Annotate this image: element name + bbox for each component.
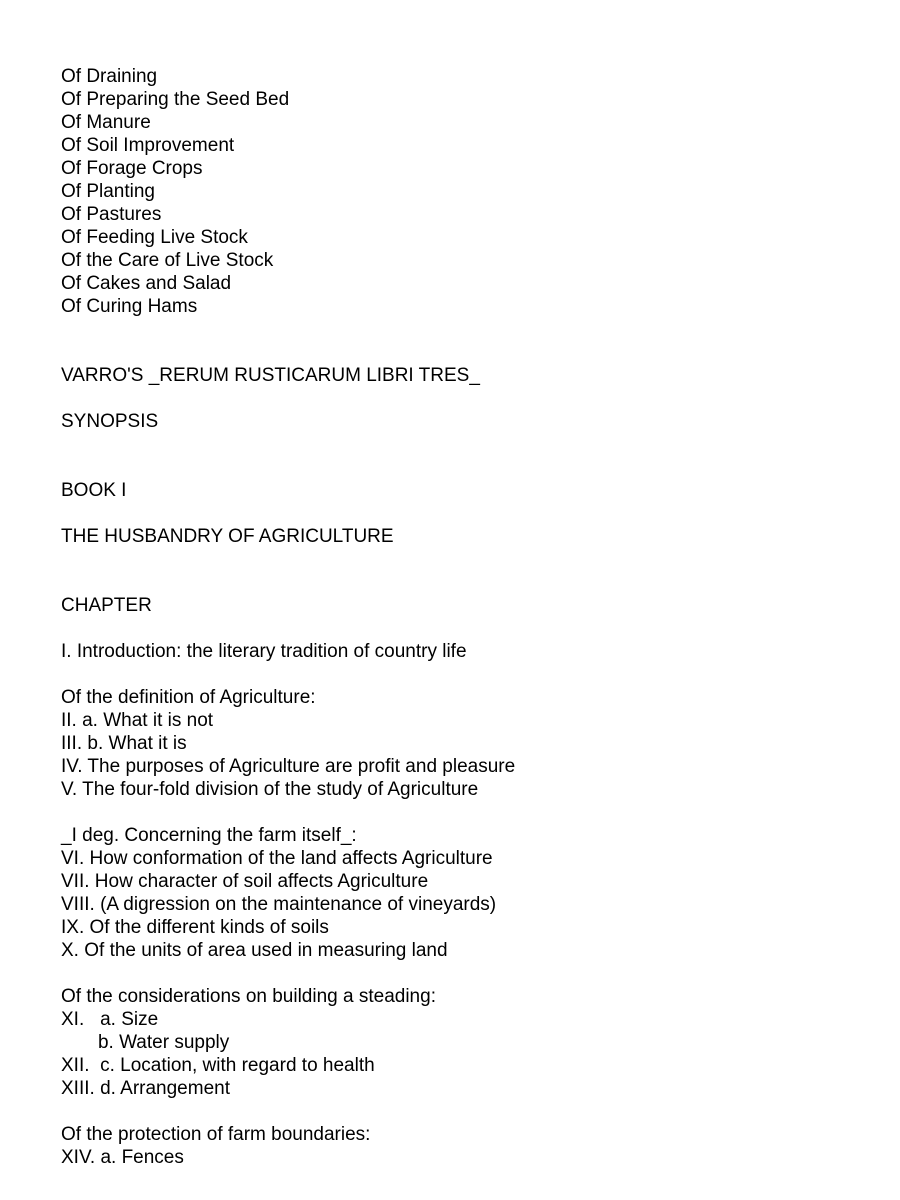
text-line: BOOK I [61, 480, 127, 501]
text-line: Of the definition of Agriculture: [61, 687, 316, 708]
text-line: XIV. a. Fences [61, 1147, 184, 1168]
blank-line [61, 1100, 515, 1123]
blank-line [61, 456, 515, 479]
text-line: XII. c. Location, with regard to health [61, 1055, 375, 1076]
blank-line [61, 571, 515, 594]
text-line: Of Feeding Live Stock [61, 227, 248, 248]
text-line: Of Manure [61, 112, 151, 133]
document-page [61, 65, 515, 1169]
text-line: VIII. (A digression on the maintenance of vineyards) [61, 894, 497, 915]
blank-line [61, 801, 515, 824]
text-line: b. Water supply [61, 1032, 230, 1053]
text-line: IV. The purposes of Agriculture are profit and pleasure [61, 756, 516, 777]
text-line: Of the Care of Live Stock [61, 250, 274, 271]
text-line: IX. Of the different kinds of soils [61, 917, 329, 938]
text-line: SYNOPSIS [61, 411, 159, 432]
blank-line [61, 663, 515, 686]
blank-line [61, 318, 515, 341]
text-line: Of Curing Hams [61, 296, 198, 317]
text-line: CHAPTER [61, 595, 152, 616]
text-line: Of Forage Crops [61, 158, 203, 179]
blank-line [61, 548, 515, 571]
blank-line [61, 341, 515, 364]
text-line: Of Preparing the Seed Bed [61, 89, 290, 110]
blank-line [61, 617, 515, 640]
text-line: III. b. What it is [61, 733, 187, 754]
text-line: Of the considerations on building a steading: [61, 986, 436, 1007]
text-line: XIII. d. Arrangement [61, 1078, 230, 1099]
text-line: Of Soil Improvement [61, 135, 235, 156]
text-line: V. The four-fold division of the study of Agriculture [61, 779, 479, 800]
text-line: Of the protection of farm boundaries: [61, 1124, 371, 1145]
blank-line [61, 962, 515, 985]
text-line: XI. a. Size [61, 1009, 159, 1030]
text-line: Of Pastures [61, 204, 162, 225]
text-line: VI. How conformation of the land affects Agriculture [61, 848, 493, 869]
blank-line [61, 387, 515, 410]
text-line: Of Planting [61, 181, 155, 202]
text-line: THE HUSBANDRY OF AGRICULTURE [61, 526, 394, 547]
text-line: Of Draining [61, 66, 158, 87]
blank-line [61, 502, 515, 525]
text-line: X. Of the units of area used in measuring land [61, 940, 448, 961]
text-line: VII. How character of soil affects Agriculture [61, 871, 429, 892]
text-line: VARRO'S _RERUM RUSTICARUM LIBRI TRES_ [61, 365, 480, 386]
blank-line [61, 433, 515, 456]
text-line: II. a. What it is not [61, 710, 214, 731]
text-line: I. Introduction: the literary tradition of country life [61, 641, 467, 662]
text-line: Of Cakes and Salad [61, 273, 232, 294]
text-line: _I deg. Concerning the farm itself_: [61, 825, 357, 846]
